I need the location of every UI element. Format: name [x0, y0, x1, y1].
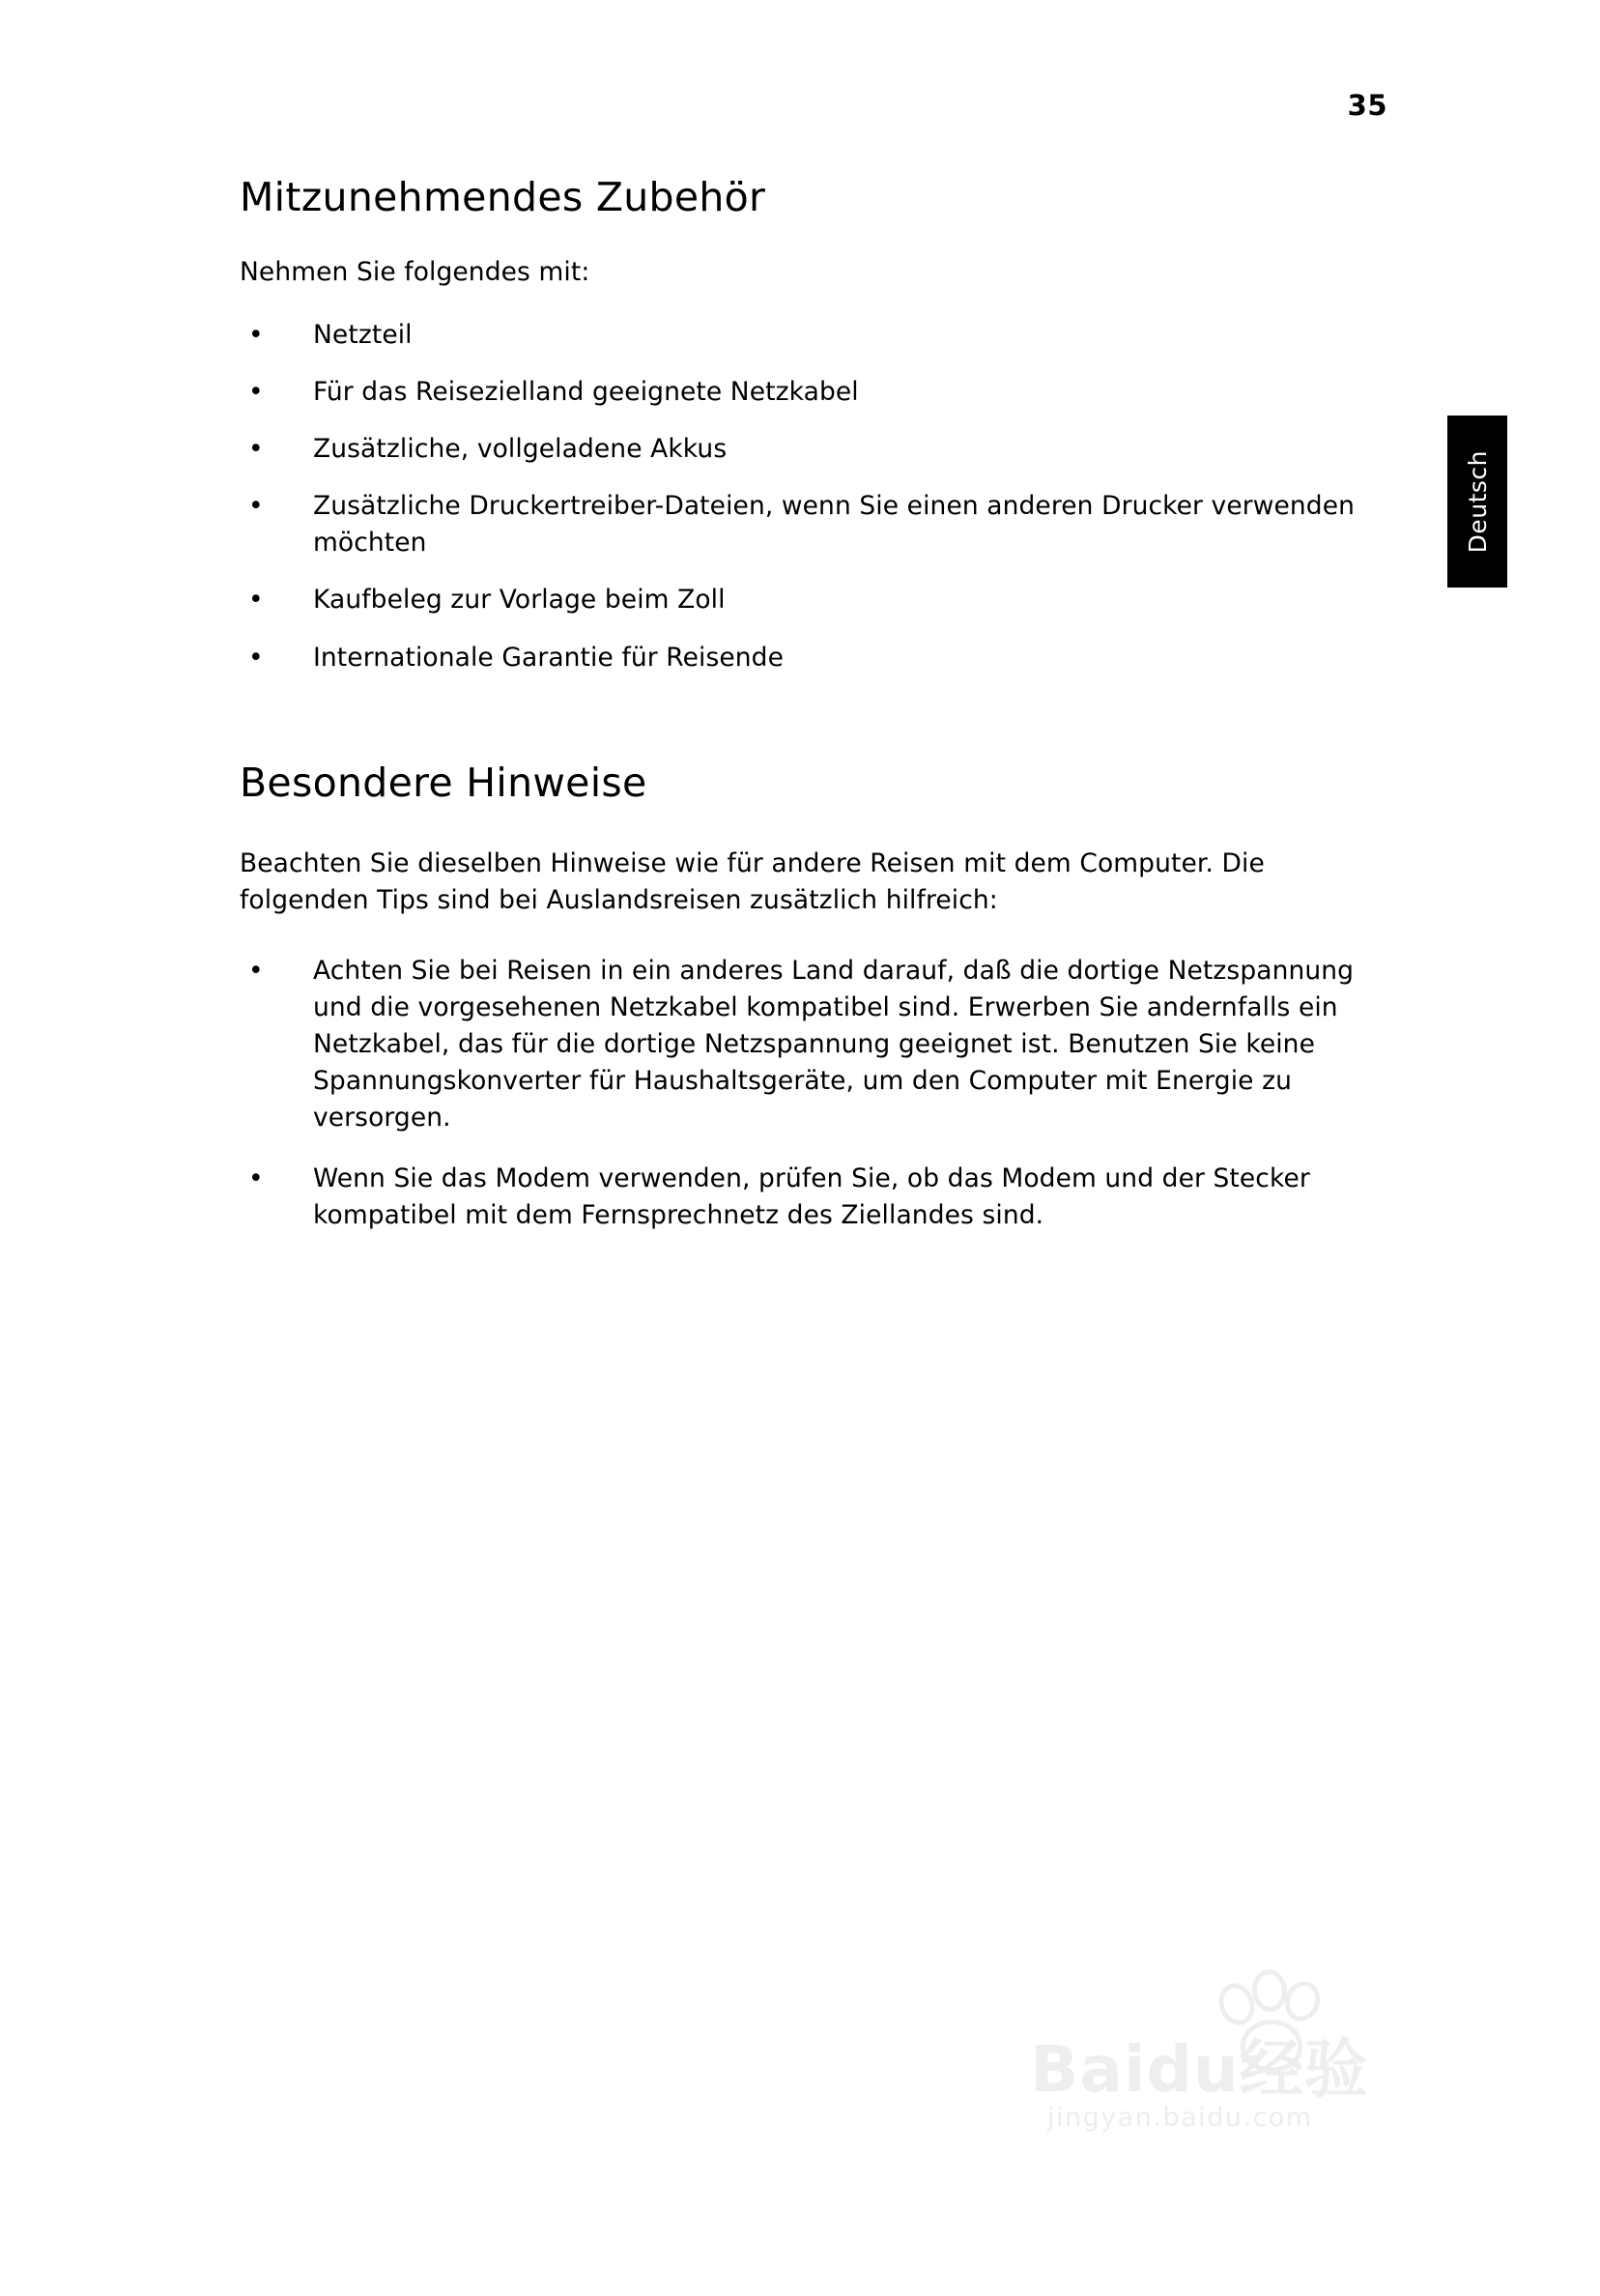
list-item-text: Netzteil [313, 319, 413, 350]
section-intro-accessories: Nehmen Sie folgendes mit: [240, 257, 590, 288]
list-item-text: Kaufbeleg zur Vorlage beim Zoll [313, 585, 726, 616]
watermark-url: jingyan.baidu.com [1047, 2103, 1313, 2133]
bullet-icon: • [248, 585, 264, 616]
paw-icon [1215, 1967, 1322, 2069]
bullet-icon: • [248, 433, 264, 464]
list-item [240, 1161, 1405, 1234]
list-item-text: Für das Reisezielland geeignete Netzkabel [313, 376, 859, 407]
bullet-icon: • [248, 642, 264, 673]
list-item [240, 640, 1370, 676]
accessories-list [240, 317, 1370, 676]
list-item [240, 374, 1370, 411]
language-side-tab [1447, 416, 1507, 588]
list-item [240, 431, 1370, 468]
section-intro-special-notes: Beachten Sie dieselben Hinweise wie für andere Reisen mit dem Computer. Die folgenden Tips sind bei Auslandsreisen zusätzlich hilfreich: [240, 847, 1265, 916]
bullet-icon: • [248, 1162, 264, 1193]
list-item-text: Zusätzliche, vollgeladene Akkus [313, 433, 728, 464]
bullet-icon: • [248, 319, 264, 350]
list-item [240, 317, 1370, 354]
list-item [240, 582, 1370, 618]
list-item-text: Internationale Garantie für Reisende [313, 642, 785, 673]
bullet-icon: • [248, 955, 264, 986]
section-title-accessories: Mitzunehmendes Zubehör [240, 174, 766, 220]
bullet-icon: • [248, 491, 264, 522]
watermark-brand: Baidu经验 [1030, 2032, 1369, 2107]
list-item [240, 953, 1405, 1137]
page-number: 35 [1347, 89, 1387, 122]
bullet-icon: • [248, 376, 264, 407]
list-item [240, 488, 1370, 561]
section-title-special-notes: Besondere Hinweise [240, 759, 647, 806]
baidu-watermark [1030, 1967, 1436, 2151]
list-item-text: Wenn Sie das Modem verwenden, prüfen Sie, ob das Modem und der Stecker kompatibel mit dem Fernsprechnetz des Ziellandes sind. [313, 1162, 1310, 1230]
list-item-text: Achten Sie bei Reisen in ein anderes Land darauf, daß die dortige Netzspannung und die vorgesehenen Netzkabel kompatibel sind. Erwerben Sie andernfalls ein Netzkabel, das für die dortige Netzspannung geeignet ist. Benutzen Sie keine Spannungskonverter für Haushaltsgeräte, um den Computer mit Energie zu versorgen. [313, 955, 1355, 1134]
special-notes-list [240, 953, 1370, 1234]
list-item-text: Zusätzliche Druckertreiber-Dateien, wenn Sie einen anderen Drucker verwenden möchten [313, 491, 1356, 559]
page-content [240, 174, 1370, 1257]
language-side-tab-label: Deutsch [1463, 449, 1492, 554]
